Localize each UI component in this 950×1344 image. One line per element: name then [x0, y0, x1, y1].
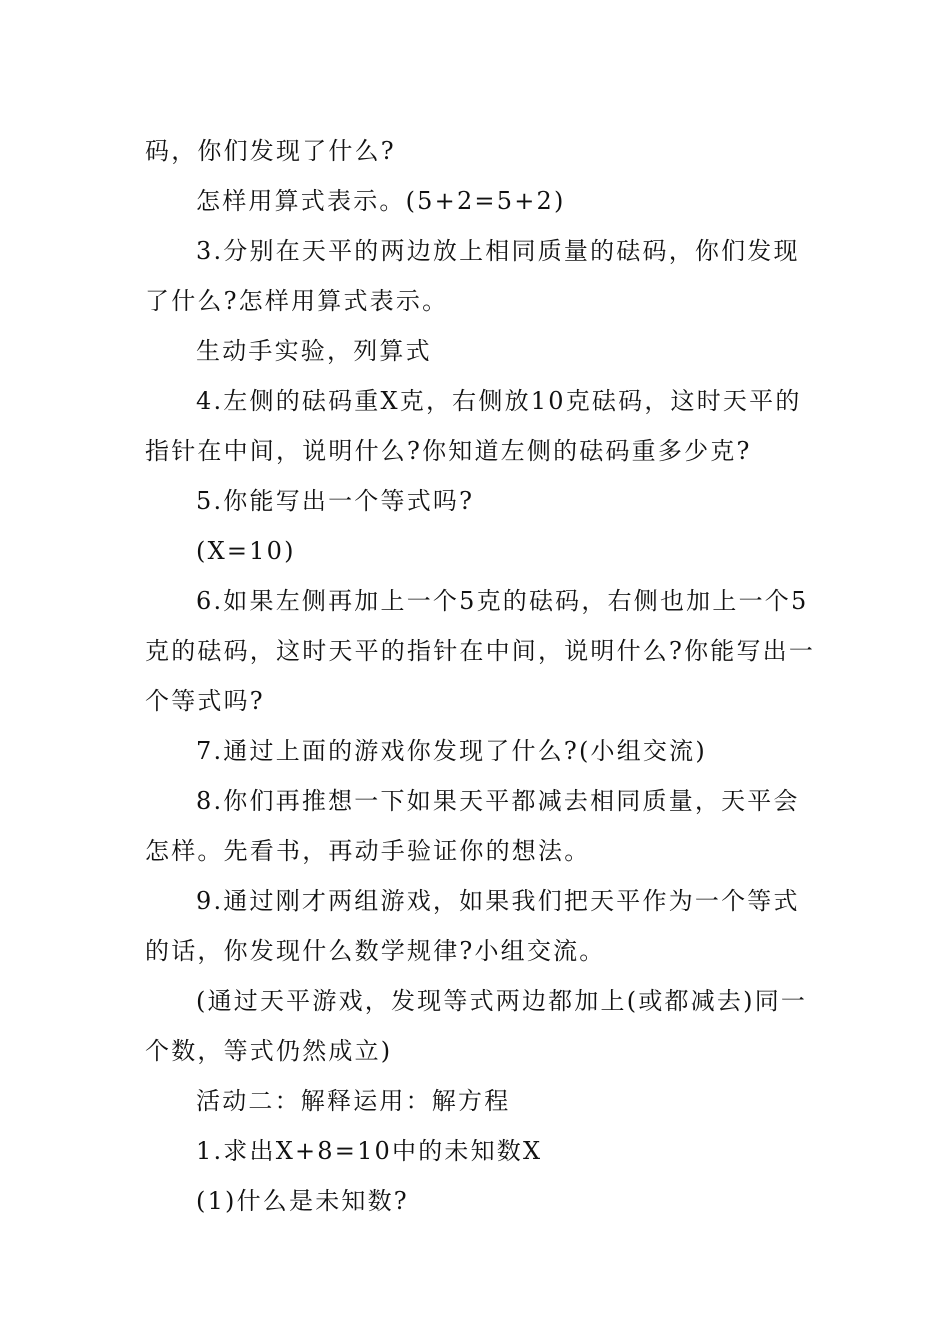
section-heading: 活动二：解释运用：解方程 — [196, 1087, 511, 1115]
text-line: 3.分别在天平的两边放上相同质量的砝码，你们发现 — [196, 237, 800, 265]
text-line: 5.你能写出一个等式吗? — [196, 487, 475, 515]
text-line: 了什么?怎样用算式表示。 — [145, 287, 449, 315]
text-line: 怎样用算式表示。(5+2=5+2) — [196, 187, 566, 215]
text-line: (1)什么是未知数? — [196, 1187, 409, 1215]
text-line: 码，你们发现了什么? — [145, 137, 396, 165]
text-line: 8.你们再推想一下如果天平都减去相同质量，天平会 — [196, 787, 800, 815]
text-line: 6.如果左侧再加上一个5克的砝码，右侧也加上一个5 — [196, 587, 809, 615]
text-line: 4.左侧的砝码重X克，右侧放10克砝码，这时天平的 — [196, 387, 802, 415]
text-line: 个数，等式仍然成立) — [145, 1037, 393, 1065]
text-line: (X=10) — [196, 537, 296, 565]
text-line: 怎样。先看书，再动手验证你的想法。 — [145, 837, 591, 865]
text-line: 的话，你发现什么数学规律?小组交流。 — [145, 937, 606, 965]
text-line: (通过天平游戏，发现等式两边都加上(或都减去)同一 — [196, 987, 808, 1015]
text-line: 指针在中间，说明什么?你知道左侧的砝码重多少克? — [145, 437, 752, 465]
text-line: 生动手实验，列算式 — [196, 337, 432, 365]
text-line: 克的砝码，这时天平的指针在中间，说明什么?你能写出一 — [145, 637, 816, 665]
text-line: 9.通过刚才两组游戏，如果我们把天平作为一个等式 — [196, 887, 800, 915]
text-line: 7.通过上面的游戏你发现了什么?(小组交流) — [196, 737, 707, 765]
text-line: 1.求出X+8=10中的未知数X — [196, 1137, 543, 1165]
text-line: 个等式吗? — [145, 687, 265, 715]
